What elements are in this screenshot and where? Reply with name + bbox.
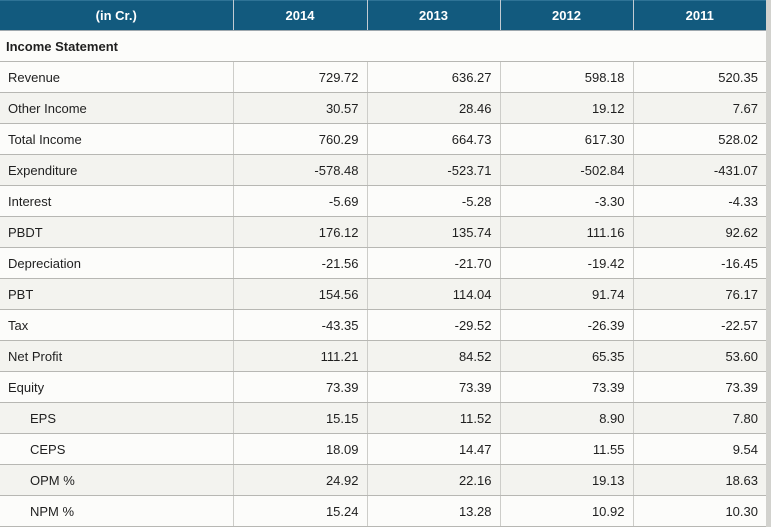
row-label: Tax	[0, 310, 233, 341]
row-value: 30.57	[233, 93, 367, 124]
row-value: -4.33	[633, 186, 766, 217]
row-value: -431.07	[633, 155, 766, 186]
row-value: -5.28	[367, 186, 500, 217]
row-label: Total Income	[0, 124, 233, 155]
row-value: 111.16	[500, 217, 633, 248]
row-label: Equity	[0, 372, 233, 403]
row-label: Expenditure	[0, 155, 233, 186]
table-row	[0, 217, 766, 248]
table-row	[0, 341, 766, 372]
row-value: 19.12	[500, 93, 633, 124]
row-value: 24.92	[233, 465, 367, 496]
header-row	[0, 1, 766, 31]
year-header-2013: 2013	[367, 1, 500, 31]
row-value: 73.39	[233, 372, 367, 403]
row-value: 15.24	[233, 496, 367, 527]
row-value: 8.90	[500, 403, 633, 434]
table-row	[0, 93, 766, 124]
row-value: -19.42	[500, 248, 633, 279]
row-value: 14.47	[367, 434, 500, 465]
table-row	[0, 124, 766, 155]
row-label: CEPS	[0, 434, 233, 465]
table-row	[0, 372, 766, 403]
row-value: 664.73	[367, 124, 500, 155]
row-value: -16.45	[633, 248, 766, 279]
unit-header-cell: (in Cr.)	[0, 1, 233, 31]
table-body	[0, 31, 766, 527]
row-value: -523.71	[367, 155, 500, 186]
row-value: 18.09	[233, 434, 367, 465]
table-row	[0, 155, 766, 186]
table-row	[0, 496, 766, 527]
row-value: 11.52	[367, 403, 500, 434]
table-row	[0, 465, 766, 496]
row-value: 176.12	[233, 217, 367, 248]
year-header-2014: 2014	[233, 1, 367, 31]
row-value: 22.16	[367, 465, 500, 496]
row-value: -502.84	[500, 155, 633, 186]
row-value: -21.70	[367, 248, 500, 279]
row-value: 92.62	[633, 217, 766, 248]
row-value: 84.52	[367, 341, 500, 372]
row-label: OPM %	[0, 465, 233, 496]
row-label: Depreciation	[0, 248, 233, 279]
table-row	[0, 248, 766, 279]
row-value: -5.69	[233, 186, 367, 217]
row-value: 111.21	[233, 341, 367, 372]
table-row	[0, 62, 766, 93]
row-label: EPS	[0, 403, 233, 434]
row-value: 528.02	[633, 124, 766, 155]
row-value: 53.60	[633, 341, 766, 372]
row-value: 91.74	[500, 279, 633, 310]
row-label: Revenue	[0, 62, 233, 93]
table-row	[0, 403, 766, 434]
row-value: 19.13	[500, 465, 633, 496]
row-value: 114.04	[367, 279, 500, 310]
row-label: NPM %	[0, 496, 233, 527]
row-value: 598.18	[500, 62, 633, 93]
row-value: 135.74	[367, 217, 500, 248]
row-value: -29.52	[367, 310, 500, 341]
row-value: 13.28	[367, 496, 500, 527]
row-value: 154.56	[233, 279, 367, 310]
row-value: 73.39	[367, 372, 500, 403]
row-value: 636.27	[367, 62, 500, 93]
row-value: -22.57	[633, 310, 766, 341]
section-title: Income Statement	[0, 31, 766, 62]
row-value: 76.17	[633, 279, 766, 310]
row-value: 520.35	[633, 62, 766, 93]
row-value: 28.46	[367, 93, 500, 124]
row-value: 617.30	[500, 124, 633, 155]
row-value: 9.54	[633, 434, 766, 465]
year-header-2012: 2012	[500, 1, 633, 31]
row-value: 65.35	[500, 341, 633, 372]
row-value: 73.39	[633, 372, 766, 403]
row-value: 729.72	[233, 62, 367, 93]
row-value: -3.30	[500, 186, 633, 217]
row-value: 73.39	[500, 372, 633, 403]
row-value: 10.92	[500, 496, 633, 527]
table-row	[0, 434, 766, 465]
row-value: 15.15	[233, 403, 367, 434]
row-value: 760.29	[233, 124, 367, 155]
row-value: -26.39	[500, 310, 633, 341]
row-label: Other Income	[0, 93, 233, 124]
row-label: Interest	[0, 186, 233, 217]
table-row	[0, 186, 766, 217]
row-value: -43.35	[233, 310, 367, 341]
row-label: PBT	[0, 279, 233, 310]
section-row	[0, 31, 766, 62]
year-header-2011: 2011	[633, 1, 766, 31]
row-label: Net Profit	[0, 341, 233, 372]
row-label: PBDT	[0, 217, 233, 248]
row-value: 7.67	[633, 93, 766, 124]
table-row	[0, 310, 766, 341]
row-value: -578.48	[233, 155, 367, 186]
row-value: 18.63	[633, 465, 766, 496]
row-value: 7.80	[633, 403, 766, 434]
row-value: 11.55	[500, 434, 633, 465]
row-value: 10.30	[633, 496, 766, 527]
table-row	[0, 279, 766, 310]
row-value: -21.56	[233, 248, 367, 279]
